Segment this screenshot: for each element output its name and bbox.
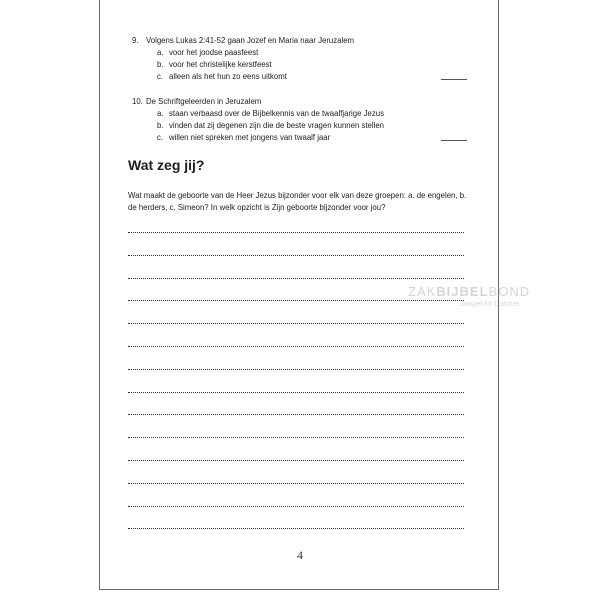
- watermark-tagline: Gospel for Dutches: [460, 301, 520, 308]
- option-c: c. alleen als het hun zo eens uitkomt: [157, 72, 287, 81]
- option-a: a. voor het joodse paasfeest: [157, 48, 259, 57]
- answer-line[interactable]: [441, 79, 467, 80]
- writing-line[interactable]: [128, 437, 464, 438]
- writing-line[interactable]: [128, 232, 464, 233]
- question-text: Volgens Lukas 2:41-52 gaan Jozef en Maria naar Jeruzalem: [146, 36, 355, 45]
- option-b: b. vinden dat zij degenen zijn die de beste vragen kunnen stellen: [157, 121, 385, 130]
- question-number: 10.: [132, 97, 143, 106]
- writing-line[interactable]: [128, 346, 464, 347]
- question-10: [132, 96, 472, 144]
- writing-line[interactable]: [128, 528, 464, 529]
- writing-line[interactable]: [128, 278, 464, 279]
- question-text: De Schriftgeleerden in Jeruzalem: [146, 97, 262, 106]
- writing-line[interactable]: [128, 300, 464, 301]
- watermark-brand-bold: BIJBEL: [436, 284, 489, 299]
- answer-line[interactable]: [441, 140, 467, 141]
- section-prompt: Wat maakt de geboorte van de Heer Jezus bijzonder voor elk van deze groepen: a. de engelen, b. de herders, c. Simeon? In welk opzicht is Zijn geboorte bijzonder voor jou?: [128, 191, 467, 212]
- question-9: [132, 35, 472, 83]
- writing-line[interactable]: [128, 506, 464, 507]
- question-number: 9.: [132, 36, 139, 45]
- section-title: Wat zeg jij?: [128, 157, 205, 173]
- writing-line[interactable]: [128, 414, 464, 415]
- option-a: a. staan verbaasd over de Bijbelkennis van de twaalfjarige Jezus: [157, 109, 384, 118]
- page-number: 4: [297, 548, 303, 562]
- writing-line[interactable]: [128, 323, 464, 324]
- writing-line[interactable]: [128, 369, 464, 370]
- writing-line[interactable]: [128, 483, 464, 484]
- watermark-logo: [408, 284, 548, 324]
- watermark-brand-light: ZAK: [408, 284, 437, 299]
- document-page: [99, 0, 531, 590]
- writing-line[interactable]: [128, 460, 464, 461]
- writing-line[interactable]: [128, 255, 464, 256]
- writing-line[interactable]: [128, 392, 464, 393]
- option-c: c. willen niet spreken met jongens van twaalf jaar: [157, 133, 331, 142]
- option-b: b. voor het christelijke kerstfeest: [157, 60, 272, 69]
- watermark-brand-end: BOND: [488, 284, 531, 299]
